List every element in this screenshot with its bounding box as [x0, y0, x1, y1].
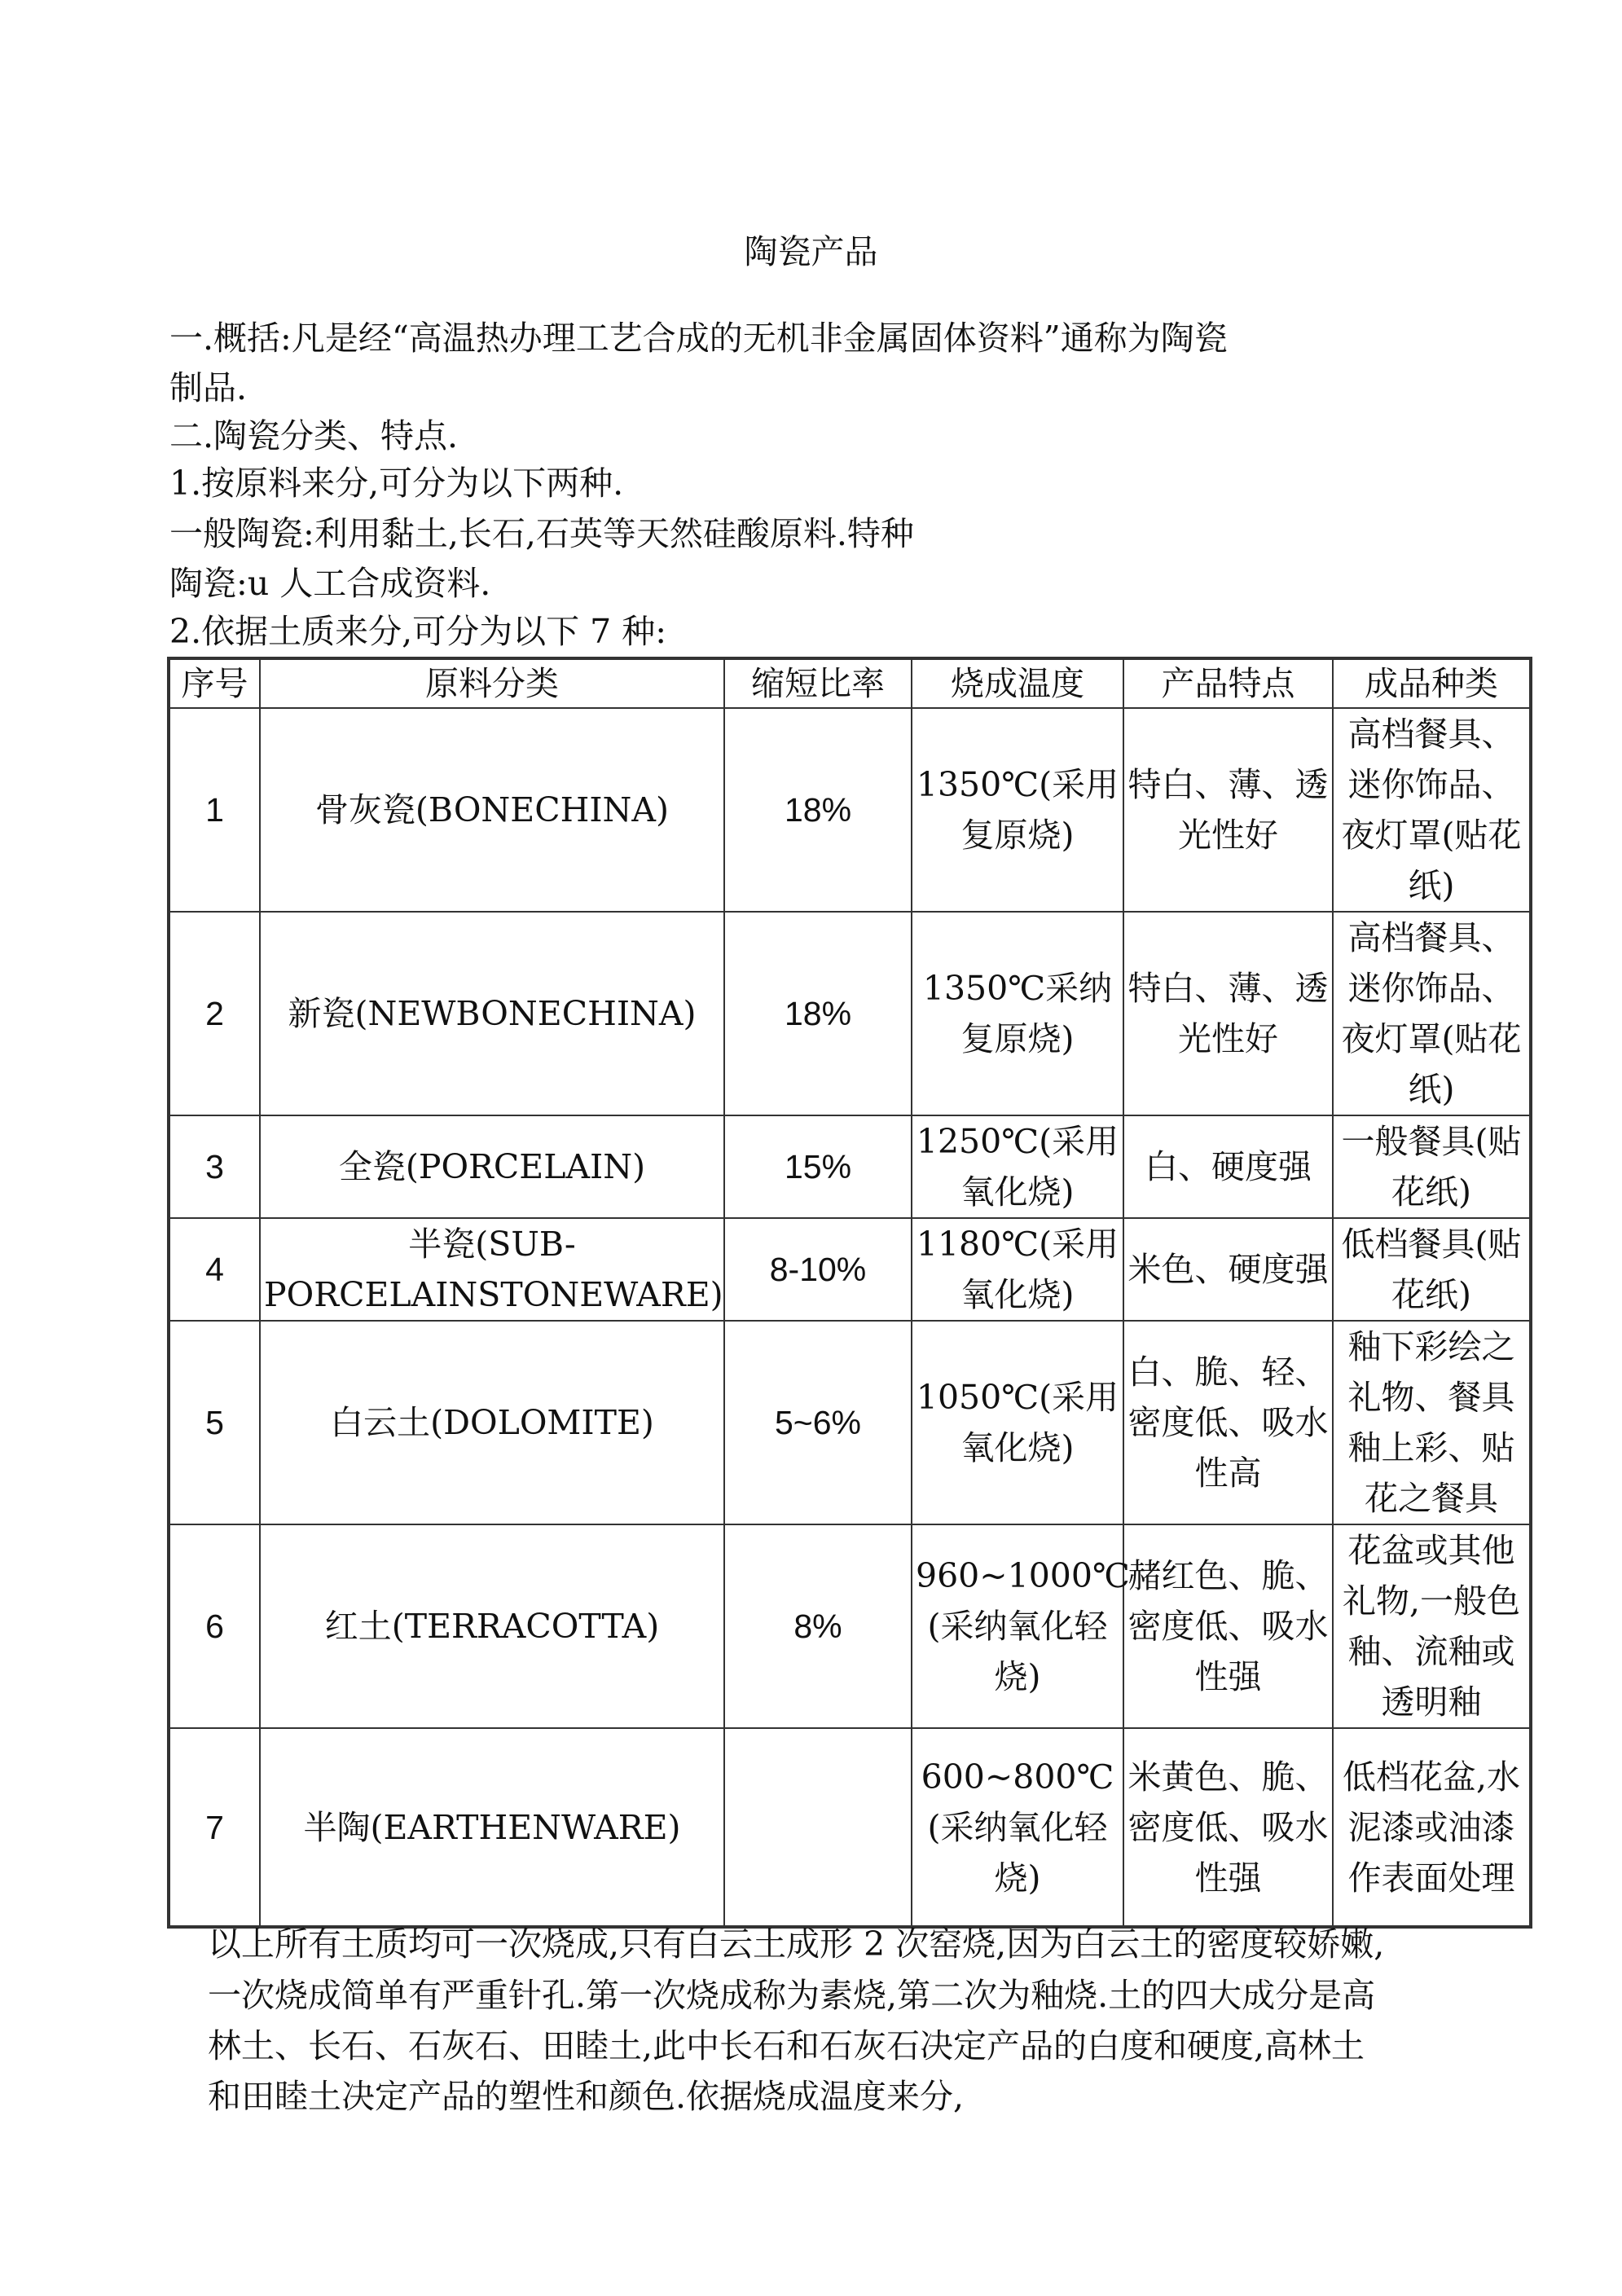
header-material: 原料分类: [260, 658, 724, 708]
closing-line: 和田睦土决定产品的塑性和颜色.依据烧成温度来分,: [208, 2077, 965, 2116]
intro-line: 1.按原料来分,可分为以下两种.: [169, 464, 624, 503]
cell-material: 半陶(EARTHENWARE): [260, 1728, 724, 1927]
cell-feature: 白、硬度强: [1123, 1115, 1333, 1218]
cell-no: 7: [169, 1728, 260, 1927]
table-row: [169, 1728, 1531, 1927]
header-temp: 烧成温度: [912, 658, 1123, 708]
cell-temp: 960~1000℃(采纳氧化轻烧): [912, 1524, 1123, 1728]
table-row: [169, 1218, 1531, 1321]
closing-line: 一次烧成简单有严重针孔.第一次烧成称为素烧,第二次为釉烧.土的四大成分是高: [208, 1976, 1376, 2015]
cell-material: 全瓷(PORCELAIN): [260, 1115, 724, 1218]
table-row: [169, 912, 1531, 1115]
cell-product: 花盆或其他礼物,一般色釉、流釉或透明釉: [1333, 1524, 1531, 1728]
cell-material: 新瓷(NEWBONECHINA): [260, 912, 724, 1115]
intro-line: 陶瓷:u 人工合成资料.: [169, 564, 491, 603]
cell-shrink: 8%: [724, 1524, 912, 1728]
table-row: [169, 1321, 1531, 1524]
header-shrink: 缩短比率: [724, 658, 912, 708]
cell-product: 低档餐具(贴花纸): [1333, 1218, 1531, 1321]
cell-feature: 米色、硬度强: [1123, 1218, 1333, 1321]
cell-shrink: 18%: [724, 912, 912, 1115]
intro-line: 一般陶瓷:利用黏土,长石,石英等天然硅酸原料.特种: [169, 514, 914, 553]
page-title: 陶瓷产品: [744, 232, 878, 271]
table-row: [169, 708, 1531, 912]
cell-temp: 1050℃(采用氧化烧): [912, 1321, 1123, 1524]
header-no: 序号: [169, 658, 260, 708]
cell-product: 釉下彩绘之礼物、餐具釉上彩、贴花之餐具: [1333, 1321, 1531, 1524]
cell-no: 3: [169, 1115, 260, 1218]
cell-shrink: 15%: [724, 1115, 912, 1218]
cell-feature: 赭红色、脆、密度低、吸水性强: [1123, 1524, 1333, 1728]
cell-no: 1: [169, 708, 260, 912]
intro-line: 2.依据土质来分,可分为以下 7 种:: [169, 612, 667, 651]
ceramics-table: [167, 657, 1532, 1929]
cell-temp: 1350℃(采用复原烧): [912, 708, 1123, 912]
intro-line: 制品.: [169, 368, 248, 407]
cell-feature: 特白、薄、透光性好: [1123, 912, 1333, 1115]
table-row: [169, 1115, 1531, 1218]
section-heading: 二.陶瓷分类、特点.: [169, 416, 459, 455]
closing-line: 以上所有土质均可一次烧成,只有白云土成形 2 次窑烧,因为白云土的密度较娇嫩,: [208, 1924, 1385, 1964]
cell-material: 骨灰瓷(BONECHINA): [260, 708, 724, 912]
cell-temp: 1350℃采纳复原烧): [912, 912, 1123, 1115]
intro-line: 一.概括:凡是经“高温热办理工艺合成的无机非金属固体资料”通称为陶瓷: [169, 319, 1228, 358]
cell-material: 白云土(DOLOMITE): [260, 1321, 724, 1524]
cell-temp: 600~800℃(采纳氧化轻烧): [912, 1728, 1123, 1927]
cell-temp: 1180℃(采用氧化烧): [912, 1218, 1123, 1321]
closing-line: 林土、长石、石灰石、田睦土,此中长石和石灰石决定产品的白度和硬度,高林土: [208, 2026, 1365, 2065]
cell-material: 红土(TERRACOTTA): [260, 1524, 724, 1728]
cell-temp: 1250℃(采用氧化烧): [912, 1115, 1123, 1218]
table-header-row: [169, 658, 1531, 708]
cell-product: 高档餐具、迷你饰品、夜灯罩(贴花纸): [1333, 708, 1531, 912]
cell-no: 2: [169, 912, 260, 1115]
cell-no: 5: [169, 1321, 260, 1524]
header-feature: 产品特点: [1123, 658, 1333, 708]
cell-shrink: [724, 1728, 912, 1927]
table-row: [169, 1524, 1531, 1728]
cell-no: 4: [169, 1218, 260, 1321]
cell-feature: 特白、薄、透光性好: [1123, 708, 1333, 912]
cell-feature: 米黄色、脆、密度低、吸水性强: [1123, 1728, 1333, 1927]
cell-shrink: 8-10%: [724, 1218, 912, 1321]
cell-product: 一般餐具(贴花纸): [1333, 1115, 1531, 1218]
cell-product: 低档花盆,水泥漆或油漆作表面处理: [1333, 1728, 1531, 1927]
cell-feature: 白、脆、轻、密度低、吸水性高: [1123, 1321, 1333, 1524]
cell-shrink: 18%: [724, 708, 912, 912]
cell-no: 6: [169, 1524, 260, 1728]
cell-product: 高档餐具、迷你饰品、夜灯罩(贴花纸): [1333, 912, 1531, 1115]
header-product: 成品种类: [1333, 658, 1531, 708]
cell-shrink: 5~6%: [724, 1321, 912, 1524]
cell-material: 半瓷(SUB-PORCELAINSTONEWARE): [260, 1218, 724, 1321]
